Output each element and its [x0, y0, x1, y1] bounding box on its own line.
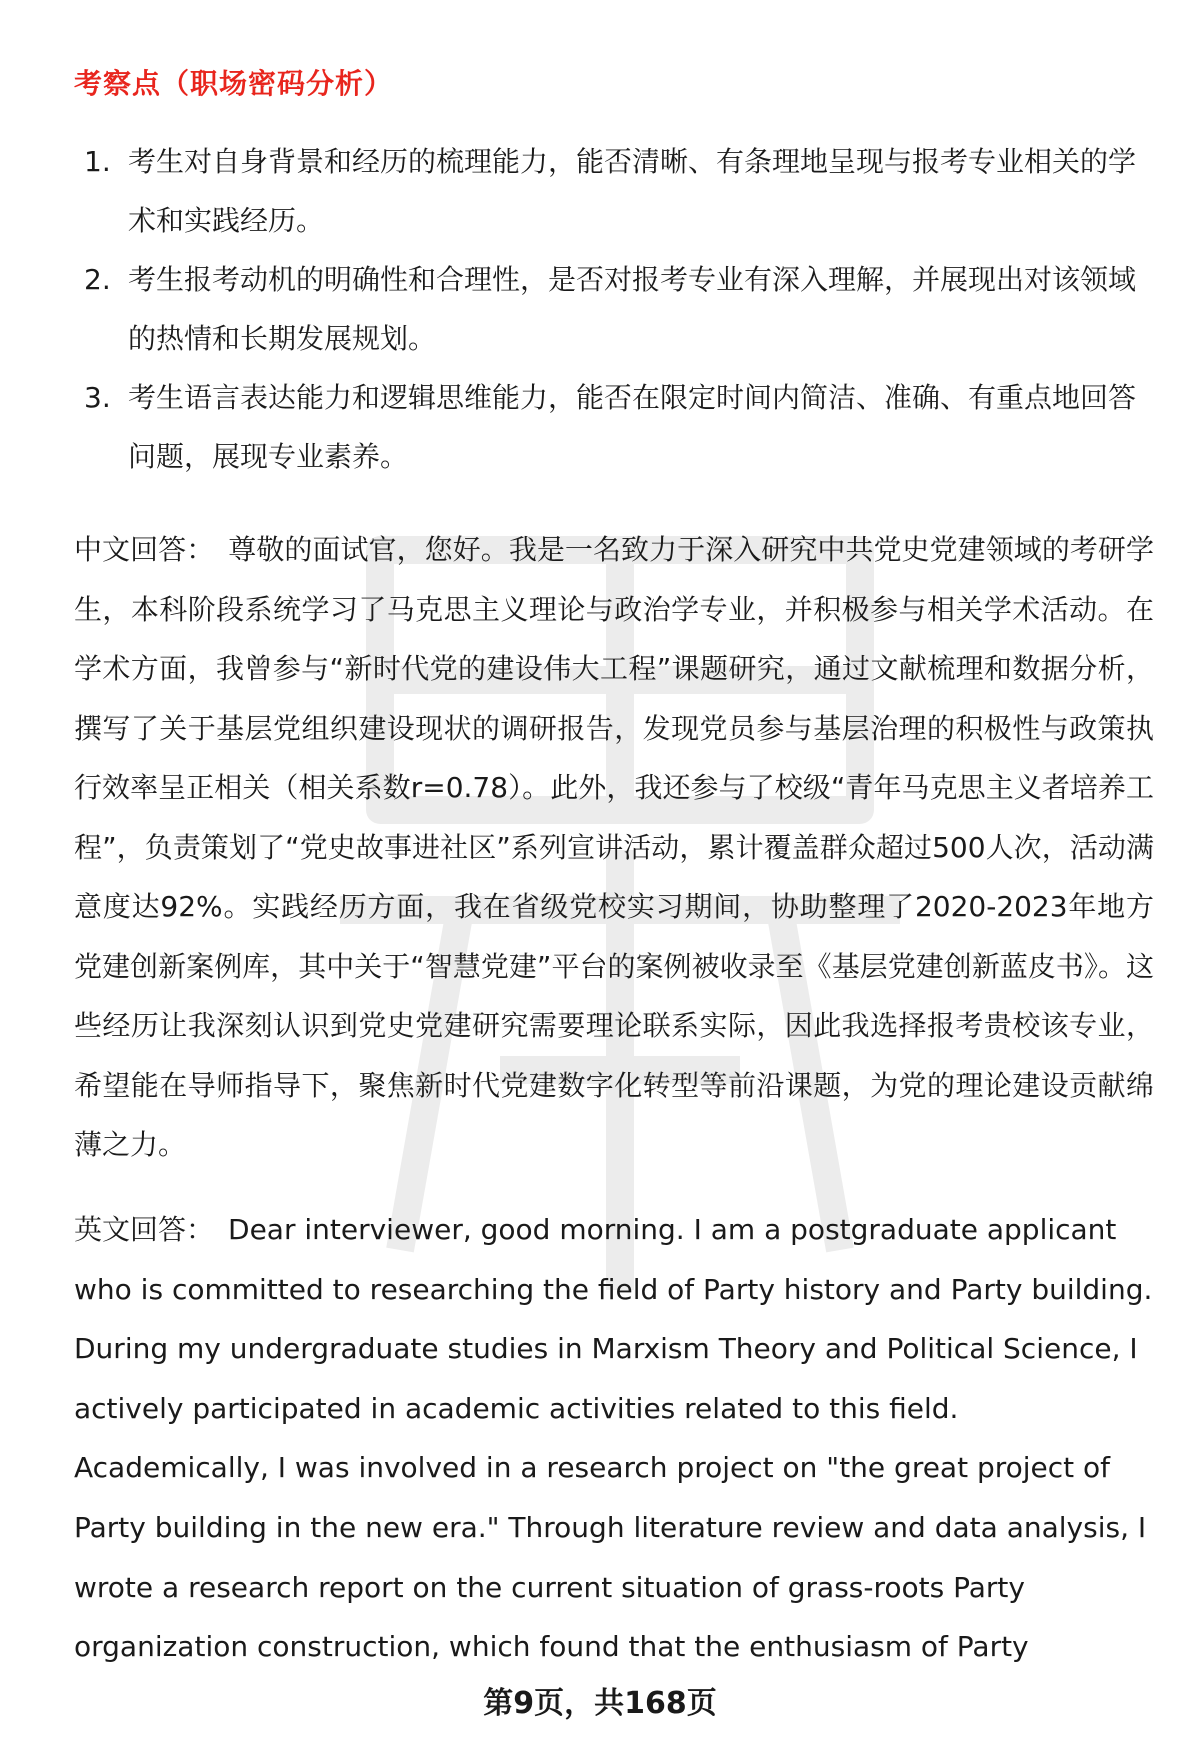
english-answer-text: Dear interviewer, good morning. I am a postgraduate applicant who is committed to researching the field of Party history and Party building. During my undergraduate studies in Marxism Theory and Political Science, I actively participated in academic activities related to this field. Academically, I was involved in a research project on "the great project of Party building in the new era." Through literature review and data analysis, I wrote a research report on the current situation of grass-roots Party organization construction, which found that the enthusiasm of Party	[74, 1213, 1153, 1664]
english-answer-paragraph	[74, 1200, 1154, 1677]
list-item-text: 考生报考动机的明确性和合理性，是否对报考专业有深入理解，并展现出对该领域的热情和长期发展规划。	[128, 263, 1137, 355]
page-number-footer: 第9页，共168页	[483, 1686, 717, 1721]
list-item-number: 1.	[84, 145, 111, 178]
list-item	[74, 132, 1154, 250]
list-item	[74, 368, 1154, 486]
chinese-answer-paragraph	[74, 520, 1154, 1175]
list-item-number: 2.	[84, 263, 111, 296]
chinese-answer-text: 尊敬的面试官，您好。我是一名致力于深入研究中共党史党建领域的考研学生，本科阶段系统学习了马克思主义理论与政治学专业，并积极参与相关学术活动。在学术方面，我曾参与“新时代党的建设伟大工程”课题研究，通过文献梳理和数据分析，撰写了关于基层党组织建设现状的调研报告，发现党员参与基层治理的积极性与政策执行效率呈正相关（相关系数r=0.78）。此外，我还参与了校级“青年马克思主义者培养工程”，负责策划了“党史故事进社区”系列宣讲活动，累计覆盖群众超过500人次，活动满意度达92%。实践经历方面，我在省级党校实习期间，协助整理了2020-2023年地方党建创新案例库，其中关于“智慧党建”平台的案例被收录至《基层党建创新蓝皮书》。这些经历让我深刻认识到党史党建研究需要理论联系实际，因此我选择报考贵校该专业，希望能在导师指导下，聚焦新时代党建数字化转型等前沿课题，为党的理论建设贡献绵薄之力。	[74, 533, 1154, 1161]
list-item-text: 考生对自身背景和经历的梳理能力，能否清晰、有条理地呈现与报考专业相关的学术和实践经历。	[128, 145, 1137, 237]
chinese-answer-label: 中文回答：	[74, 533, 215, 566]
list-item	[74, 250, 1154, 368]
list-item-number: 3.	[84, 381, 111, 414]
list-item-text: 考生语言表达能力和逻辑思维能力，能否在限定时间内简洁、准确、有重点地回答问题，展现专业素养。	[128, 381, 1137, 473]
section-title: 考察点（职场密码分析）	[74, 67, 394, 100]
english-answer-label: 英文回答：	[74, 1213, 215, 1246]
evaluation-points-list	[74, 132, 1154, 486]
